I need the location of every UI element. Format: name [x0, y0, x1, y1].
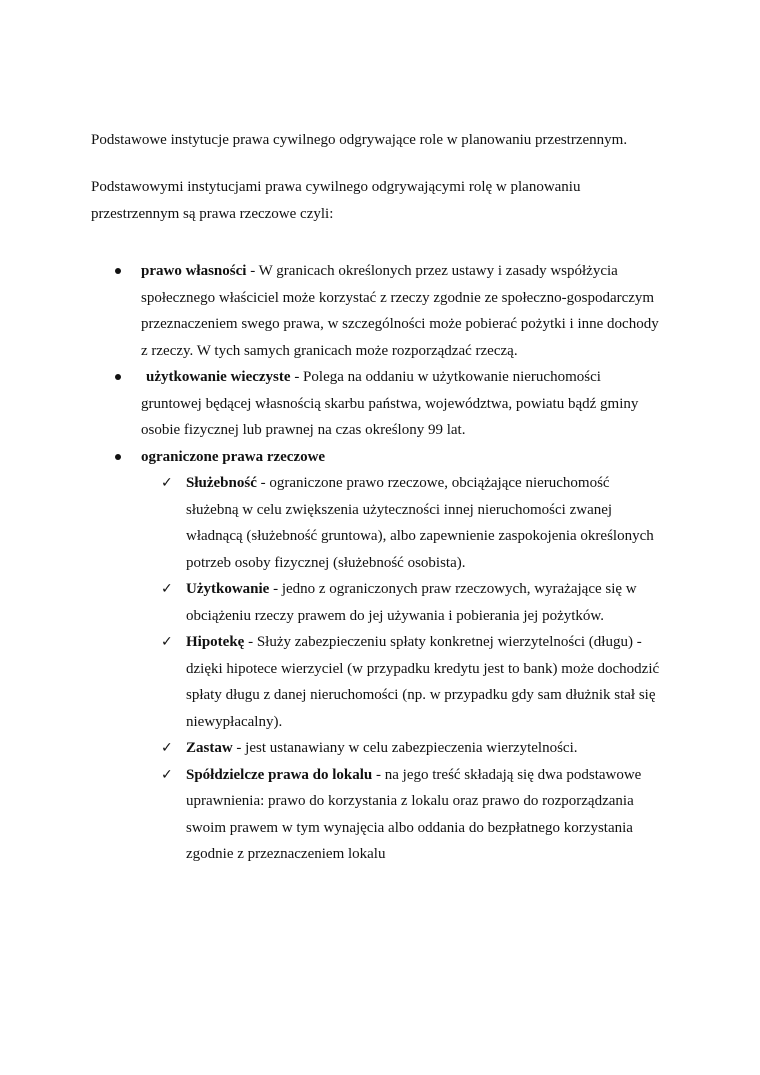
check-text: - Służy zabezpieczeniu spłaty konkretnej wierzytelności (długu) - [244, 634, 642, 650]
check-first-line [186, 762, 686, 789]
bullet-term: użytkowanie wieczyste [146, 369, 291, 385]
check-line: niewypłacalny). [186, 713, 283, 730]
bullet-item-uzytkowanie-wieczyste [0, 364, 681, 444]
bullet-first-line [141, 258, 681, 285]
check-term: Spółdzielcze prawa do lokalu [186, 766, 373, 783]
bullet-line: przeznaczeniem swego prawa, w szczególności może pobierać pożytki i inne dochody [141, 316, 659, 332]
bullet-term: ograniczone prawa rzeczowe [141, 448, 326, 465]
bullet-text: - Polega na oddaniu w użytkowanie nieruchomości [290, 369, 601, 385]
check-term: Hipotekę [186, 634, 245, 650]
check-term: Użytkowanie [186, 581, 270, 597]
check-text: - na jego treść składają się dwa podstawowe [372, 766, 642, 783]
check-line: swoim prawem w tym wynajęcia albo oddania do bezpłatnego korzystania [186, 819, 633, 836]
bullet-item-prawo-wlasnosci [0, 258, 681, 364]
check-term: Zastaw [186, 740, 233, 756]
check-first-line [186, 576, 686, 603]
check-item-zastaw [0, 735, 686, 762]
bullet-text: - W granicach określonych przez ustawy i zasady współżycia [246, 263, 618, 279]
checkmark-icon: ✓ [161, 766, 173, 783]
check-line: służebną w celu zwiększenia użyteczności innej nieruchomości zwanej [186, 501, 613, 518]
rights-bullet-list [0, 258, 760, 868]
intro-paragraph [91, 174, 691, 227]
bullet-line: osobie fizycznej lub prawnej na czas określony 99 lat. [141, 422, 466, 438]
checkmark-icon: ✓ [161, 740, 173, 756]
bullet-dot-icon [115, 454, 121, 460]
limited-rights-checklist [0, 470, 760, 868]
bullet-term: prawo własności [141, 263, 247, 279]
check-item-hipoteka [0, 629, 686, 735]
check-text: - jest ustanawiany w celu zabezpieczenia wierzytelności. [232, 740, 578, 756]
bullet-first-line [141, 364, 681, 391]
check-line: zgodnie z przeznaczeniem lokalu [186, 846, 386, 862]
check-item-spoldzielcze-prawa [0, 762, 686, 868]
bullet-first-line [141, 444, 681, 471]
check-line: spłaty długu z danej nieruchomości (np. w przypadku gdy sam dłużnik stał się [186, 687, 656, 703]
checkmark-icon: ✓ [161, 581, 173, 597]
bullet-item-ograniczone-prawa [0, 444, 681, 471]
check-text: - ograniczone prawo rzeczowe, obciążające nieruchomość [256, 475, 610, 491]
document-title: Podstawowe instytucje prawa cywilnego odgrywające role w planowaniu przestrzennym. [91, 132, 628, 148]
check-line: uprawnienia: prawo do korzystania z lokalu oraz prawo do rozporządzania [186, 793, 634, 809]
checkmark-icon: ✓ [161, 634, 173, 650]
check-term: Służebność [186, 475, 257, 491]
check-item-uzytkowanie [0, 576, 686, 629]
check-line: obciążeniu rzeczy prawem do jej używania i pobierania jej pożytków. [186, 607, 605, 624]
bullet-dot-icon [115, 374, 121, 380]
bullet-line: z rzeczy. W tych samych granicach może rozporządzać rzeczą. [141, 342, 518, 359]
check-line: władnącą (służebność gruntowa), albo zapewnienie zaspokojenia określonych [186, 528, 654, 544]
check-text: - jedno z ograniczonych praw rzeczowych, wyrażające się w [269, 581, 637, 597]
check-line: dzięki hipotece wierzyciel (w przypadku kredytu jest to bank) może dochodzić [186, 660, 660, 677]
bullet-line: społecznego właściciel może korzystać z rzeczy zgodnie ze społeczno-gospodarczym [141, 289, 655, 306]
checkmark-icon: ✓ [161, 475, 173, 491]
intro-line: Podstawowymi instytucjami prawa cywilnego odgrywającymi rolę w planowaniu [91, 179, 581, 195]
check-first-line [186, 629, 686, 656]
check-first-line [186, 470, 686, 497]
intro-line: przestrzennym są prawa rzeczowe czyli: [91, 205, 334, 222]
check-line: potrzeb osoby fizycznej (służebność osobista). [186, 554, 466, 571]
check-item-sluzebnosc [0, 470, 686, 576]
bullet-dot-icon [115, 268, 121, 274]
bullet-line: gruntowej będącej własnością skarbu państwa, województwa, powiatu bądź gminy [141, 395, 639, 412]
check-first-line [186, 735, 686, 762]
